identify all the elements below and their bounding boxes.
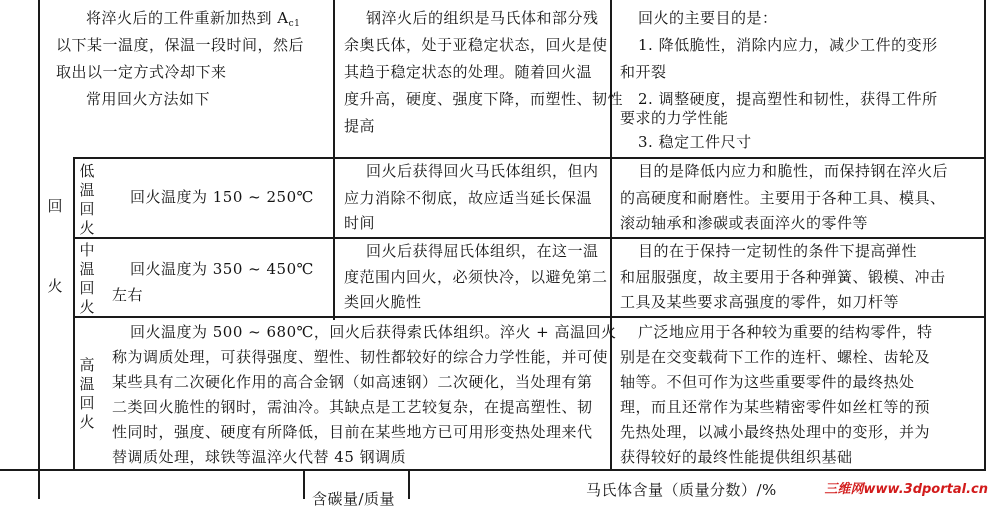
mid-temp-structure-line-3: 类回火脆性 — [344, 293, 422, 311]
main-col3-line-5: 要求的力学性能 — [620, 109, 729, 127]
high-temp-label: 高 温 回 火 — [79, 356, 95, 431]
main-col2-line-4: 度升高，硬度、强度下降，而塑性、韧性 — [344, 90, 624, 108]
mid-temp-structure-line-2: 度范围内回火，必须快冷，以避免第二 — [344, 268, 608, 286]
cut-row-divider-2 — [408, 470, 410, 499]
high-temp-purpose-line-5: 先热处理，以减小最终热处理中的变形，并为 — [620, 423, 931, 441]
table-right-border — [984, 0, 986, 470]
high-temp-desc-line-4: 二类回火脆性的钢时，需油冷。其缺点是工艺较复杂，在提高塑性、韧 — [112, 398, 593, 416]
watermark: 三维网www.3dportal.cn — [824, 482, 988, 497]
high-temp-purpose-line-6: 获得较好的最终性能提供组织基础 — [620, 448, 853, 466]
low-temp-purpose-line-1: 目的是降低内应力和脆性，而保持钢在淬火后 — [638, 162, 949, 180]
low-temp-purpose-line-3: 滚动轴承和渗碳或表面淬火的零件等 — [620, 214, 869, 232]
low-temp-temperature: 回火温度为 150 ~ 250℃ — [130, 188, 314, 206]
high-temp-desc-line-6: 替调质处理，球铁等温淬火代替 45 钢调质 — [112, 448, 407, 466]
main-col2-line-1: 钢淬火后的组织是马氏体和部分残 — [366, 9, 599, 27]
sublabel-divider — [73, 158, 75, 470]
main-col3-line-1: 回火的主要目的是： — [638, 9, 778, 27]
mid-temp-temperature-line-2: 左右 — [112, 286, 144, 304]
high-temp-desc-line-3: 某些具有二次硬化作用的高合金钢（如高速钢）二次硬化，当处理有第 — [112, 373, 593, 391]
main-col2-line-2: 余奥氏体，处于亚稳定状态，回火是使 — [344, 36, 608, 54]
mid-temp-purpose-line-2: 和屈服强度，故主要用于各种弹簧、锻模、冲击 — [620, 268, 946, 286]
high-temp-desc-line-1: 回火温度为 500 ~ 680℃，回火后获得索氏体组织。淬火 + 高温回火 — [130, 323, 617, 341]
low-temp-structure-line-1: 回火后获得回火马氏体组织，但内 — [366, 162, 599, 180]
mid-temp-temperature-line-1: 回火温度为 350 ~ 450℃ — [130, 260, 314, 278]
main-col1-line-4: 常用回火方法如下 — [86, 90, 211, 108]
ac1-subscript: c1 — [288, 19, 301, 29]
high-temp-desc-line-2: 称为调质处理，可获得强度、塑性、韧性都较好的综合力学性能，并可使 — [112, 348, 609, 366]
high-temp-desc-line-5: 性同时，强度、硬度有所降低，目前在某些地方已可用形变热处理来代 — [112, 423, 593, 441]
main-col2-line-5: 提高 — [344, 117, 376, 135]
mid-temp-structure-line-1: 回火后获得屈氏体组织，在这一温 — [366, 242, 599, 260]
main-col1-line-3: 取出以一定方式冷却下来 — [56, 63, 227, 81]
cut-row-right-header: 马氏体含量（质量分数）/% — [586, 481, 777, 499]
high-temp-purpose-line-1: 广泛地应用于各种较为重要的结构零件，特 — [638, 323, 933, 341]
mid-temp-purpose-line-3: 工具及某些要求高强度的零件，如刀杆等 — [620, 293, 900, 311]
main-col1-line-1: 将淬火后的工件重新加热到 $A_{c1}$ — [86, 9, 301, 29]
cut-row-divider-1 — [303, 470, 305, 499]
low-temp-label: 低 温 回 火 — [79, 162, 95, 237]
main-col3-line-4: 2. 调整硬度，提高塑性和韧性，获得工件所 — [638, 90, 938, 108]
table-left-border — [38, 0, 40, 499]
main-col3-line-2: 1. 降低脆性，消除内应力，减少工件的变形 — [638, 36, 938, 54]
high-temp-purpose-line-4: 理，而且还常作为某些精密零件如丝杠等的预 — [620, 398, 931, 416]
low-temp-structure-line-3: 时间 — [344, 214, 376, 232]
mid-temp-label: 中 温 回 火 — [79, 241, 95, 316]
row-line-3 — [73, 316, 986, 318]
mid-temp-purpose-line-1: 目的在于保持一定韧性的条件下提高弹性 — [638, 242, 918, 260]
main-col2-line-3: 其趋于稳定状态的处理。随着回火温 — [344, 63, 593, 81]
high-temp-purpose-line-2: 别是在交变载荷下工作的连杆、螺栓、齿轮及 — [620, 348, 931, 366]
main-col1-line-2: 以下某一温度，保温一段时间，然后 — [56, 36, 305, 54]
low-temp-structure-line-2: 应力消除不彻底，故应适当延长保温 — [344, 189, 593, 207]
main-col3-line-3: 和开裂 — [620, 63, 667, 81]
section-label-huihuo: 回 火 — [47, 197, 63, 295]
cut-row-left-header: 含碳量/质量 — [312, 490, 396, 508]
high-temp-purpose-line-3: 轴等。不但可作为这些重要零件的最终热处 — [620, 373, 915, 391]
main-col3-line-6: 3. 稳定工件尺寸 — [638, 133, 752, 151]
low-temp-purpose-line-2: 的高硬度和耐磨性。主要用于各种工具、模具、 — [620, 189, 946, 207]
col-divider-1 — [333, 0, 335, 320]
col-divider-2 — [610, 0, 612, 470]
